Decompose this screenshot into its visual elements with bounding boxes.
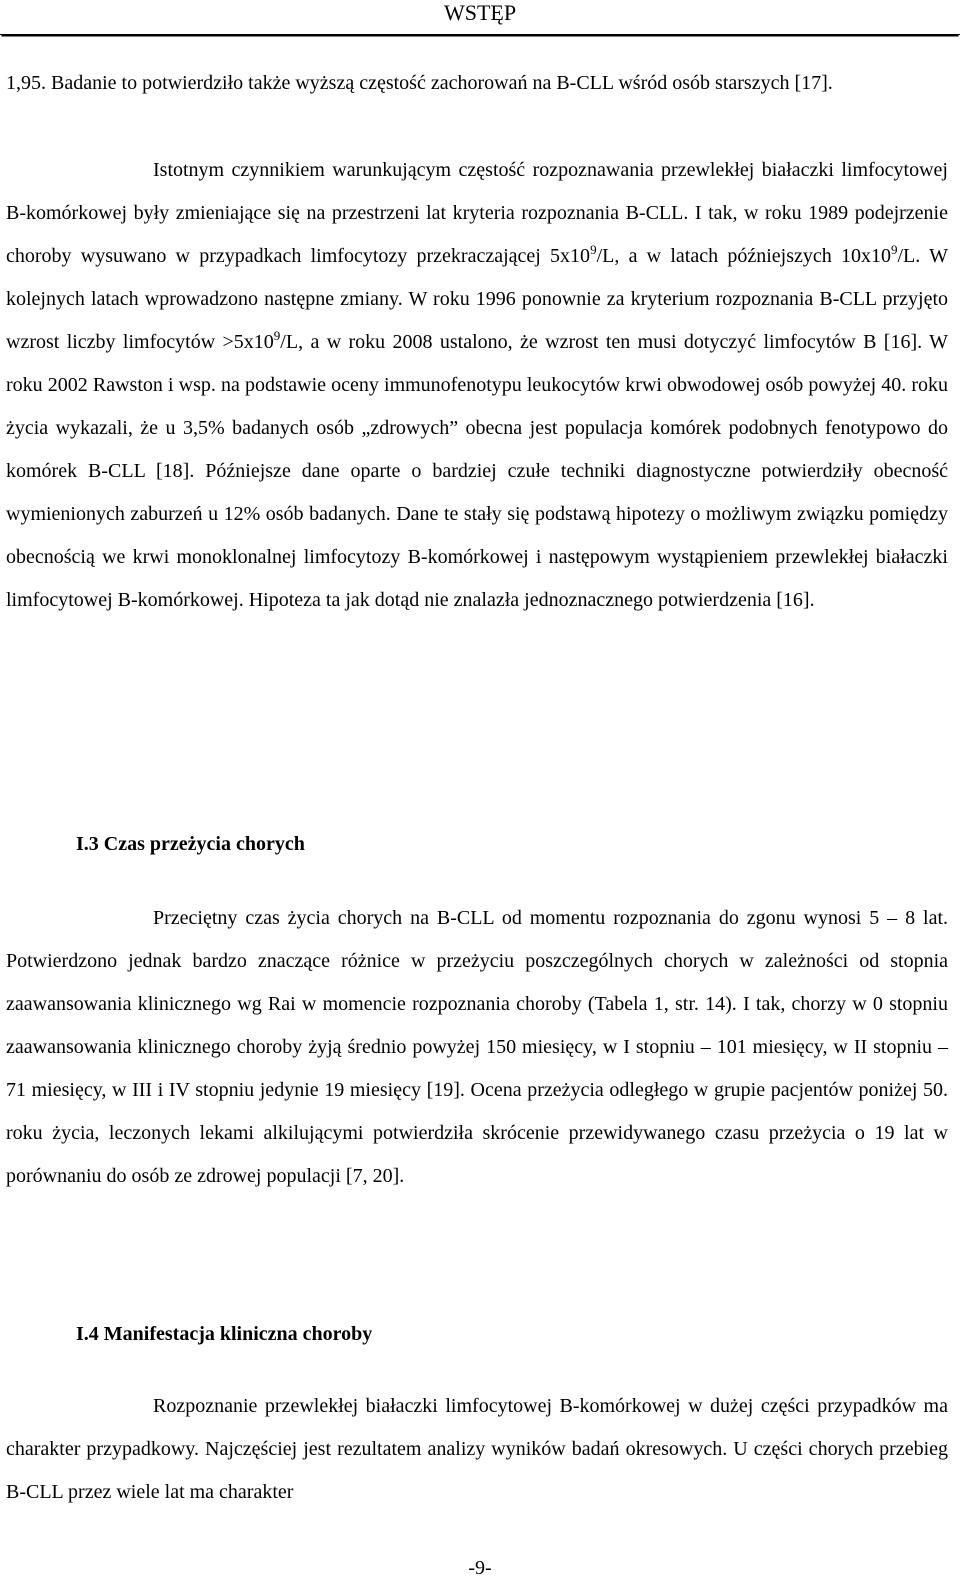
paragraph-diagnostic-criteria — [6, 149, 948, 622]
paragraph-continuation: 1,95. Badanie to potwierdziło także wyższą częstość zachorowań na B-CLL wśród osób starszych [17]. — [6, 72, 833, 94]
superscript: 9 — [590, 242, 597, 257]
paragraph-survival: Przeciętny czas życia chorych na B-CLL od momentu rozpoznania do zgonu wynosi 5 – 8 lat. Potwierdzono jednak bardzo znaczące różnice w przeżyciu poszczególnych chorych w zależności od stopnia zaawansowania klinicznego wg Rai w momencie rozpoznania choroby (Tabela 1, str. 14). I tak, chorzy w 0 stopniu zaawansowania klinicznego choroby żyją średnio powyżej 150 miesięcy, w I stopniu – 101 miesięcy, w II stopniu – 71 miesięcy, w III i IV stopniu jedynie 19 miesięcy [19]. Ocena przeżycia odległego w grupie pacjentów poniżej 50. roku życia, leczonych lekami alkilującymi potwierdziła skrócenie przewidywanego czasu przeżycia o 19 lat w porównaniu do osób ze zdrowej populacji [7, 20]. — [6, 907, 948, 1187]
paragraph-text: /L, a w latach późniejszych 10x10 — [596, 245, 891, 267]
superscript: 9 — [273, 328, 281, 343]
paragraph-text: /L. W kolejnych latach wprowadzono następne zmiany. W roku 1996 ponownie za kryterium rozpoznania B-CLL przyjęto wzrost liczby limfocytów >5x10 — [6, 245, 948, 353]
paragraph-text: /L, a w roku 2008 ustalono, że wzrost ten musi dotyczyć limfocytów B [16]. W roku 2002 Rawston i wsp. na podstawie oceny immunofenotypu leukocytów krwi obwodowej osób powyżej 40. roku życia wykazali, że u 3,5% badanych osób „zdrowych” obecna jest populacja komórek podobnych fenotypowo do komórek B-CLL [18]. Późniejsze dane oparte o bardziej czułe techniki diagnostyczne potwierdziły obecność wymienionych zaburzeń u 12% osób badanych. Dane te stały się podstawą hipotezy o możliwym związku pomiędzy obecnością we krwi monoklonalnej limfocytozy B-komórkowej i następowym wystąpieniem przewlekłej białaczki limfocytowej B-komórkowej. Hipoteza ta jak dotąd nie znalazła jednoznacznego potwierdzenia [16]. — [6, 331, 948, 611]
header-title: WSTĘP — [443, 0, 517, 25]
paragraph-clinical-manifestation: Rozpoznanie przewlekłej białaczki limfocytowej B-komórkowej w dużej części przypadków ma charakter przypadkowy. Najczęściej jest rezultatem analizy wyników badań okresowych. U części chorych przebieg B-CLL przez wiele lat ma charakter — [6, 1395, 948, 1503]
page-number: -9- — [468, 1557, 492, 1579]
page-header — [0, 0, 960, 35]
section-heading-survival: I.3 Czas przeżycia chorych — [76, 833, 305, 855]
section-heading-clinical-manifestation: I.4 Manifestacja kliniczna choroby — [76, 1323, 373, 1345]
paragraph-text: Istotnym czynnikiem warunkującym częstość rozpoznawania przewlekłej białaczki limfocytowej B-komórkowej były zmieniające się na przestrzeni lat kryteria rozpoznania B-CLL. I tak, w roku 1989 podejrzenie choroby wysuwano w przypadkach limfocytozy przekraczającej 5x10 — [6, 159, 948, 267]
superscript: 9 — [890, 242, 898, 257]
